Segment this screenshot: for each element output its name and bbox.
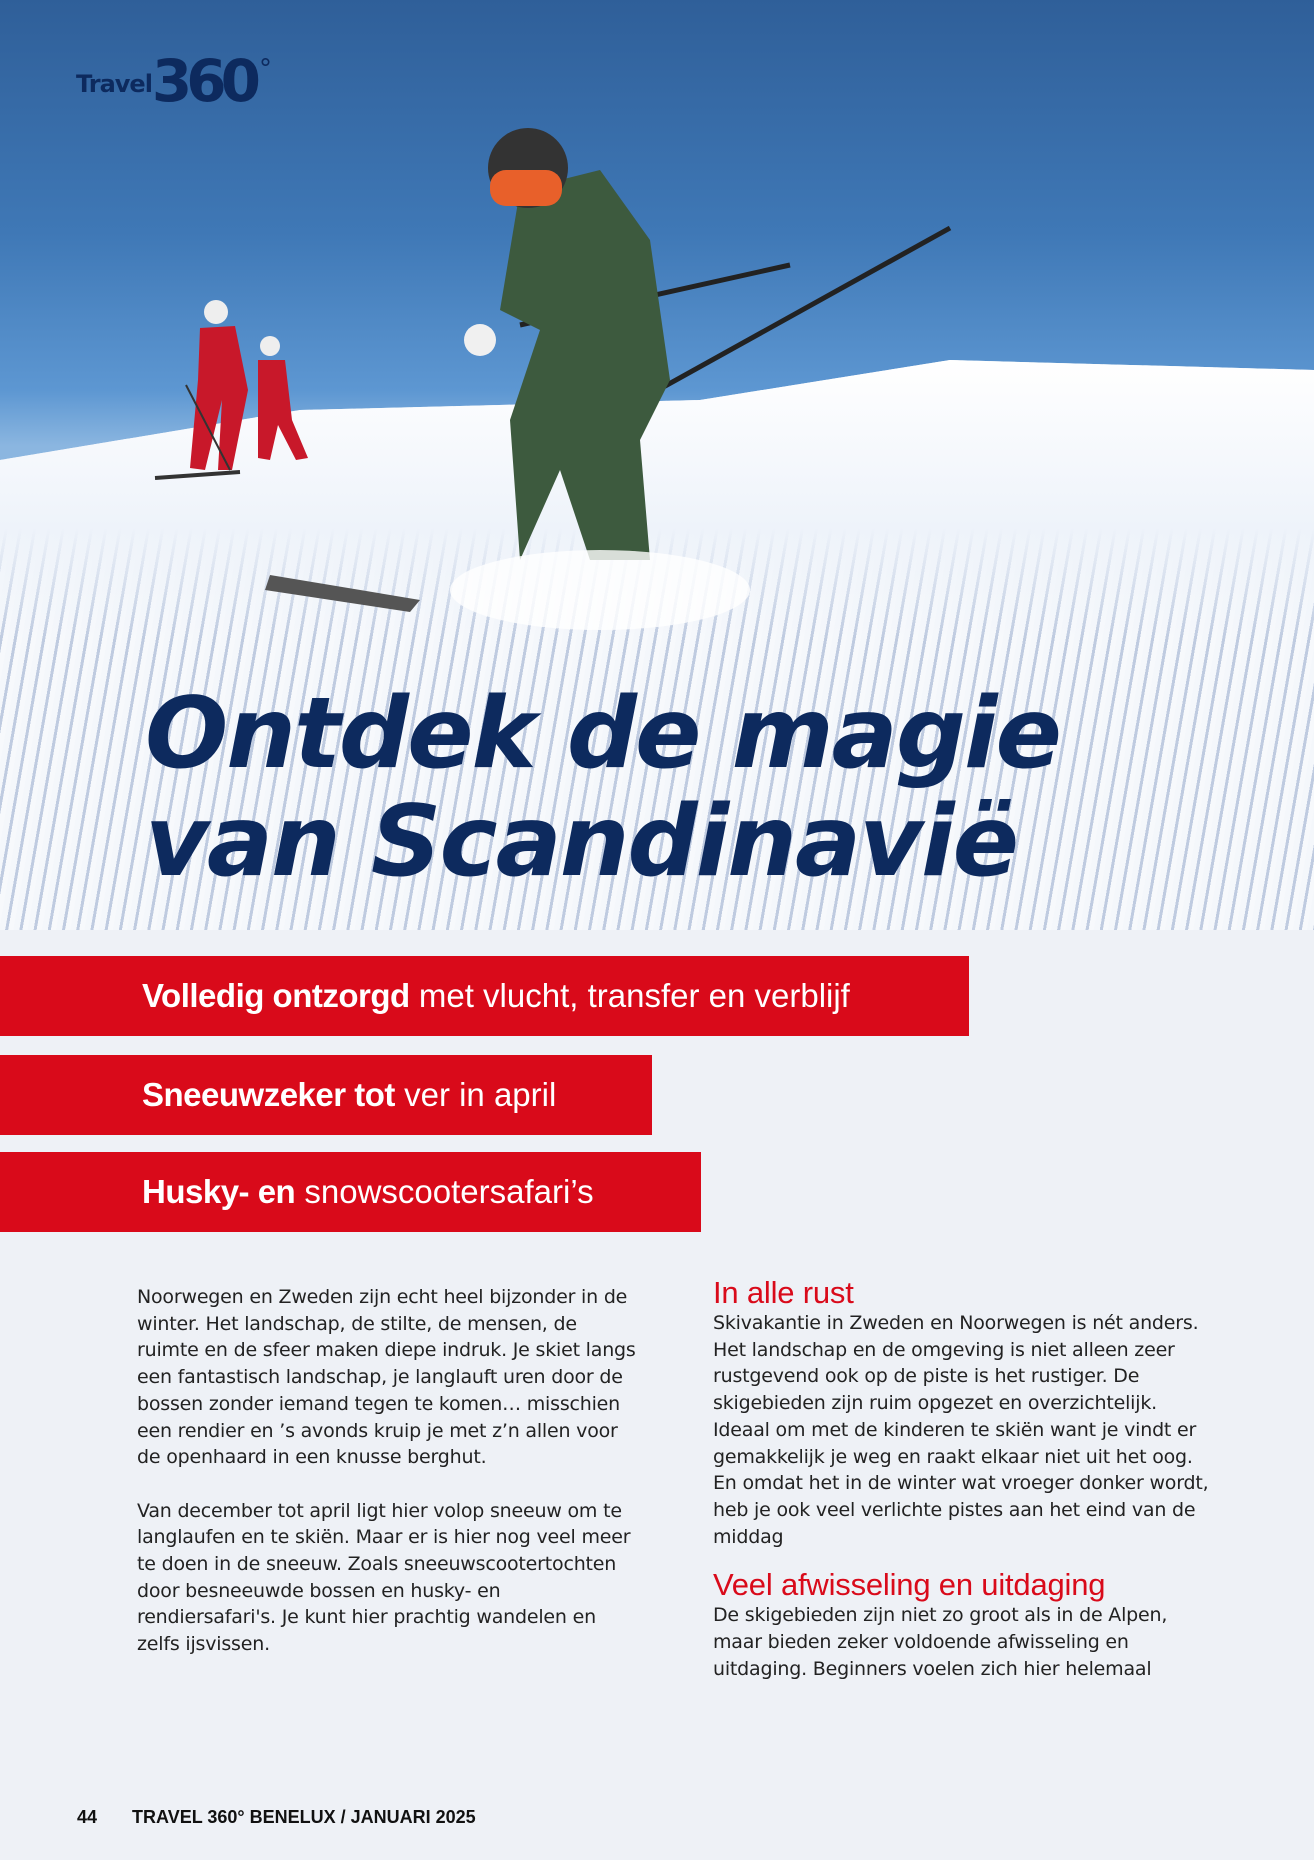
feature-banner-2 — [0, 1055, 652, 1135]
paragraph: Noorwegen en Zweden zijn echt heel bijzonder in de winter. Het landschap, de stilte, de mensen, de ruimte en de sfeer maken diepe indruk. Je skiet langs een fantastisch landschap, je langlauft uren door de bossen zonder iemand tegen te komen… misschien een rendier en ’s avonds kruip je met z’n allen voor de openhaard in een knusse berghut. — [137, 1286, 636, 1469]
section-body: Skivakantie in Zweden en Noorwegen is nét anders. Het landschap en de omgeving is niet alleen zeer rustgevend ook op de piste is het rustiger. De skigebieden zijn ruim opgezet en overzichtelijk. Ideaal om met de kinderen te skiën want je vindt er gemakkelijk je weg en raakt elkaar niet uit het oog. En omdat het in de winter wat vroeger donker wordt, heb je ook veel verlichte pistes aan het eind van de middag — [713, 1312, 1209, 1548]
section-heading: Veel afwisseling en uitdaging — [713, 1567, 1106, 1603]
right-column — [713, 1276, 1213, 1709]
main-skier — [265, 128, 950, 630]
banner-bold: Sneeuwzeker tot — [142, 1076, 395, 1113]
logo-number: 360 — [151, 47, 255, 115]
banner-bold: Volledig ontzorgd — [142, 977, 410, 1014]
travel360-logo — [76, 47, 272, 115]
section-body: De skigebieden zijn niet zo groot als in de Alpen, maar bieden zeker voldoende afwisseling en uitdaging. Beginners voelen zich hier helemaal — [713, 1604, 1168, 1680]
feature-banner-3 — [0, 1152, 701, 1232]
logo-degree: ° — [259, 54, 272, 84]
background-skiers — [155, 300, 308, 478]
banner-text: met vlucht, transfer en verblijf — [409, 977, 850, 1014]
banner-bold: Husky- en — [142, 1173, 296, 1210]
page-footer — [77, 1807, 506, 1828]
banner-text: ver in april — [394, 1076, 557, 1113]
publication-info: TRAVEL 360° BENELUX / JANUARI 2025 — [132, 1807, 476, 1827]
title-line-2: van Scandinavië — [145, 785, 1018, 899]
left-column — [137, 1284, 637, 1685]
feature-banner-1 — [0, 956, 969, 1036]
page-title — [145, 677, 1061, 899]
logo-word: Travel — [76, 70, 152, 98]
page-number: 44 — [77, 1807, 98, 1827]
title-line-1: Ontdek de magie — [145, 677, 1061, 791]
banner-text: snowscootersafari’s — [295, 1173, 594, 1210]
paragraph: Van december tot april ligt hier volop sneeuw om te langlaufen en te skiën. Maar er is hier nog veel meer te doen in de sneeuw. Zoals sneeuwscootertochten door besneeuwde bossen en husky- en rendiersafari's. Je kunt hier prachtig wandelen en zelfs ijsvissen. — [137, 1499, 631, 1656]
section-heading: In alle rust — [713, 1275, 854, 1310]
